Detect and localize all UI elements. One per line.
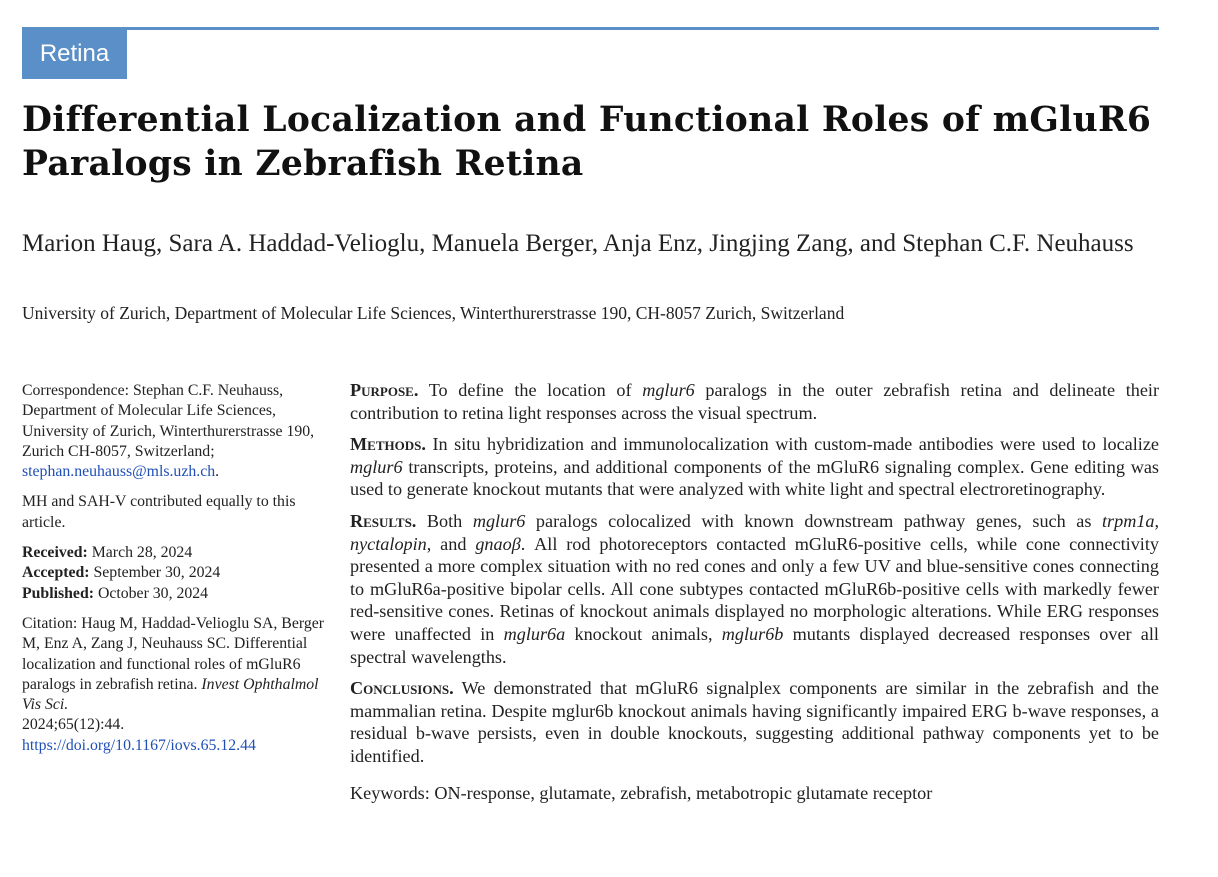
keywords: Keywords: ON-response, glutamate, zebrafish, metabotropic glutamate receptor	[350, 782, 933, 803]
methods-text-2: transcripts, proteins, and additional components of the mGluR6 signaling complex. Gene editing was used to generate knockout mutants that were analyzed with white light and spectral electroretinography.	[350, 456, 1159, 500]
conclusions-text: We demonstrated that mGluR6 signalplex components are similar in the zebrafish and the mammalian retina. Despite mglur6b knockout animals having significantly impaired ERG b-wave responses, a residual b-wave persists, even in double knockouts, suggesting additional pathway components yet to be identified.	[350, 678, 1160, 766]
conclusions-label: Conclusions.	[350, 678, 454, 699]
email-suffix: .	[215, 463, 220, 481]
purpose-label: Purpose.	[350, 380, 419, 400]
gene-name: nyctalopin	[350, 533, 427, 554]
purpose-text-2: paralogs in the outer zebrafish retina and delineate their contribution to retina light responses across the visual spectrum.	[350, 380, 1160, 423]
results-text-5: . All rod photoreceptors contacted mGluR6-positive cells, while cone connectivity presented a more complex situation with no red cones and only a few UV and blue-sensitive cones connecting to mGluR6a-positive bipolar cells. All cone subtypes contacted mGluR6b-positive cells with markedly fewer red-sensitive cones. Retinas of knockout animals displayed no morphologic alterations. While ERG responses were unaffected in	[350, 533, 1160, 644]
author-list: Marion Haug, Sara A. Haddad-Velioglu, Manuela Berger, Anja Enz, Jingjing Zang, and Stephan C.F. Neuhauss	[22, 230, 1134, 257]
accepted-label: Accepted:	[22, 564, 90, 582]
gene-name: gnaoβ	[475, 533, 521, 554]
results-text-3: ,	[1154, 510, 1160, 531]
citation-volume: 2024;65(12):44.	[22, 716, 125, 734]
abstract-results	[350, 510, 1159, 668]
results-text-4: , and	[426, 533, 467, 554]
received-date: March 28, 2024	[91, 544, 193, 562]
results-text-1: Both	[426, 510, 463, 531]
gene-name: mglur6	[642, 380, 695, 400]
citation-text: Citation: Haug M, Haddad-Velioglu SA, Berger M, Enz A, Zang J, Neuhauss SC. Differential localization and functional roles of mGluR6 paralogs in zebrafish retina.	[22, 614, 324, 693]
gene-name: mglur6	[472, 510, 526, 531]
article-sidebar	[22, 381, 332, 766]
dates	[22, 543, 332, 604]
section-tag: Retina	[22, 28, 127, 79]
gene-name: mglur6	[350, 456, 403, 477]
results-text-2: paralogs colocalized with known downstream pathway genes, such as	[535, 510, 1092, 531]
gene-name: trpm1a	[1101, 510, 1155, 531]
correspondence	[22, 381, 332, 482]
published-label: Published:	[22, 584, 94, 602]
citation	[22, 614, 332, 756]
results-label: Results.	[350, 510, 417, 531]
received-label: Received:	[22, 544, 88, 562]
abstract-methods	[350, 433, 1159, 501]
abstract-conclusions	[350, 677, 1159, 767]
purpose-text-1: To define the location of	[428, 380, 632, 400]
article-title: Differential Localization and Functional Roles of mGluR6 Paralogs in Zebrafish Retina	[22, 100, 1152, 184]
doi-link[interactable]: https://doi.org/10.1167/iovs.65.12.44	[22, 736, 256, 754]
results-text-7: mutants displayed decreased responses over all spectral wavelengths.	[350, 623, 1159, 667]
gene-name: mglur6b	[721, 623, 784, 644]
affiliation: University of Zurich, Department of Molecular Life Sciences, Winterthurerstrasse 190, CH-8057 Zurich, Switzerland	[22, 303, 845, 323]
gene-name: mglur6a	[503, 623, 566, 644]
methods-label: Methods.	[350, 434, 426, 455]
accepted-date: September 30, 2024	[93, 564, 221, 582]
citation-journal: Invest Ophthalmol Vis Sci.	[22, 675, 319, 714]
email-link[interactable]: stephan.neuhauss@mls.uzh.ch	[22, 463, 216, 481]
correspondence-text: Correspondence: Stephan C.F. Neuhauss, Department of Molecular Life Sciences, University of Zurich, Winterthurerstrasse 190, Zurich CH-8057, Switzerland;	[22, 382, 315, 460]
results-text-6: knockout animals,	[574, 623, 713, 644]
abstract-purpose	[350, 379, 1159, 424]
contribution-note: MH and SAH-V contributed equally to this article.	[22, 493, 296, 531]
published-date: October 30, 2024	[97, 584, 209, 602]
methods-text-1: In situ hybridization and immunolocalization with custom-made antibodies were used to localize	[432, 434, 1159, 455]
header-rule	[22, 27, 1159, 30]
abstract	[350, 379, 1159, 813]
